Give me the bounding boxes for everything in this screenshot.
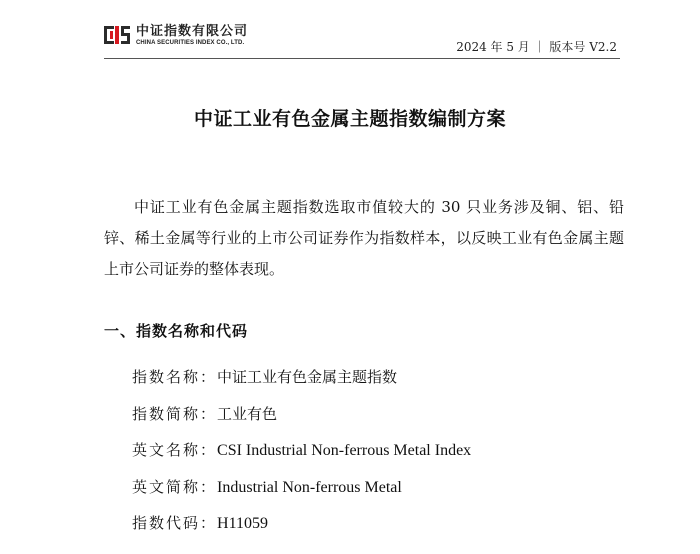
page-header [0, 0, 700, 62]
field-label: 指数名称： [132, 368, 218, 386]
field-index-name [132, 366, 471, 403]
document-title: 中证工业有色金属主题指数编制方案 [193, 108, 506, 130]
field-label: 指数简称： [132, 404, 218, 423]
index-field-list [132, 366, 471, 549]
field-index-short-name [132, 403, 471, 440]
intro-paragraph: 中证工业有色金属主题指数选取市值较大的 30 只业务涉及铜、铝、铅锌、稀土金属等行业的上市公司证券作为指数样本，以反映工业有色金属主题上市公司证券的整体表现。 [104, 198, 624, 278]
field-value: 中证工业有色金属主题指数 [217, 368, 398, 386]
version-info: 2024 年 5 月 ｜ 版本号 V2.2 [456, 40, 617, 54]
field-english-name [132, 439, 471, 476]
field-value: 工业有色 [217, 404, 278, 423]
field-english-short-name [132, 476, 471, 513]
field-value: Industrial Non-ferrous Metal [217, 478, 402, 496]
company-logo [104, 24, 248, 46]
field-label: 英文简称： [132, 477, 218, 496]
field-value: H11059 [217, 515, 268, 532]
header-divider [104, 58, 620, 59]
field-label: 英文名称： [132, 441, 218, 459]
logo-name-cn: 中证指数有限公司 [136, 23, 249, 39]
csi-logo-icon [104, 24, 130, 46]
section-heading-index-name-code: 一、指数名称和代码 [104, 322, 249, 340]
field-index-code [132, 512, 471, 549]
logo-name-en: CHINA SECURITIES INDEX CO., LTD. [136, 39, 245, 46]
field-label: 指数代码： [132, 514, 218, 532]
field-value: CSI Industrial Non-ferrous Metal Index [217, 442, 472, 459]
